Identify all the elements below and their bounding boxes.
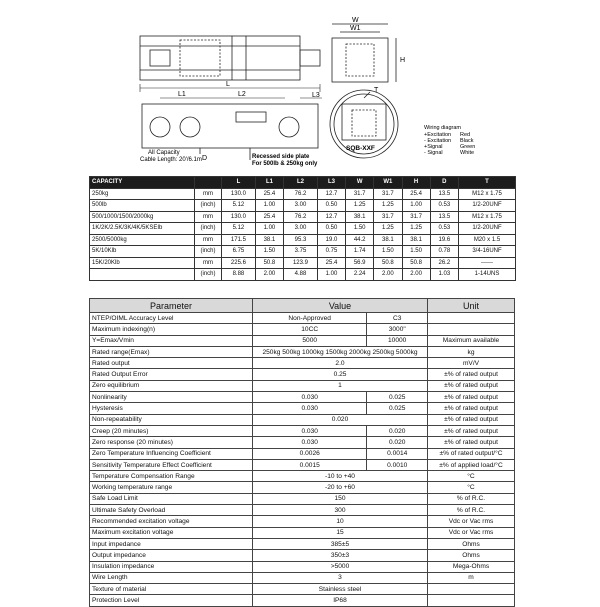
param-p-cell: Protection Level	[90, 595, 253, 606]
param-v2-cell: 0.025	[367, 392, 428, 403]
dim-L-label: L	[226, 81, 230, 88]
param-u-cell: ±% of rated output/°C	[428, 448, 515, 459]
param-v2-cell: 0.020	[367, 437, 428, 448]
dim-value-cell: 2.00	[255, 269, 283, 281]
param-p-cell: Sensitivity Temperature Effect Coefficient	[90, 459, 253, 470]
param-v2-cell: 0.0010	[367, 459, 428, 470]
side-view	[140, 36, 320, 80]
dim-header-L2: L2	[284, 177, 318, 189]
parameter-row	[90, 369, 515, 380]
wiring-signal-1: +Excitation	[424, 132, 452, 138]
dimensions-row	[90, 234, 516, 246]
dim-value-cell: 171.5	[222, 234, 256, 246]
dimensions-row	[90, 223, 516, 235]
param-v2-cell: 0.020	[367, 425, 428, 436]
wiring-signal-2: - Excitation	[424, 138, 452, 144]
parameter-row	[90, 313, 515, 324]
dim-value-cell: 1-14UNS	[459, 269, 516, 281]
param-v-cell: -20 to +60	[253, 482, 428, 493]
dim-value-cell: 1.50	[255, 246, 283, 258]
param-p-cell: Maximum excitation voltage	[90, 527, 253, 538]
param-v-cell: 300	[253, 505, 428, 516]
dim-value-cell: 56.9	[346, 257, 374, 269]
param-v1-cell: 0.030	[253, 437, 367, 448]
dim-value-cell: 3/4-16UNF	[459, 246, 516, 258]
dim-unit-cell: (inch)	[195, 246, 222, 258]
dim-value-cell: 31.7	[374, 211, 402, 223]
param-header-parameter: Parameter	[90, 299, 253, 313]
dim-D-label: D	[202, 155, 208, 162]
param-v-cell: 0.25	[253, 369, 428, 380]
dim-L1-label: L1	[178, 91, 186, 98]
param-u-cell: °C	[428, 482, 515, 493]
param-p-cell: Recommended excitation voltage	[90, 516, 253, 527]
parameter-row	[90, 516, 515, 527]
param-v2-cell: 0.025	[367, 403, 428, 414]
dim-header-H: H	[402, 177, 430, 189]
param-v2-cell: 3000"	[367, 324, 428, 335]
dim-value-cell: 0.75	[317, 246, 345, 258]
dim-value-cell: 76.2	[284, 211, 318, 223]
dim-value-cell: 225.6	[222, 257, 256, 269]
param-v-cell: 385±5	[253, 538, 428, 549]
parameter-row	[90, 459, 515, 470]
param-u-cell: Ohms	[428, 550, 515, 561]
dim-value-cell: 31.7	[346, 188, 374, 200]
param-v-cell: Stainless steel	[253, 584, 428, 595]
dim-header-unit	[195, 177, 222, 189]
dim-value-cell: 0.50	[317, 223, 345, 235]
dim-value-cell: 2.00	[402, 269, 430, 281]
parameter-row	[90, 380, 515, 391]
dim-H-label: H	[400, 57, 406, 64]
dimensions-row	[90, 269, 516, 281]
parameters-table	[89, 298, 515, 607]
dim-value-cell: 38.1	[255, 234, 283, 246]
param-p-cell: Non-repeatability	[90, 414, 253, 425]
dim-value-cell: 1.03	[430, 269, 458, 281]
param-p-cell: Maximum indexing(n)	[90, 324, 253, 335]
dim-value-cell: 1.50	[346, 223, 374, 235]
parameter-row	[90, 595, 515, 606]
parameter-row	[90, 414, 515, 425]
dim-unit-cell: mm	[195, 211, 222, 223]
param-v2-cell: 10000	[367, 335, 428, 346]
dim-value-cell: 25.4	[255, 188, 283, 200]
param-v-cell: 10	[253, 516, 428, 527]
dim-value-cell: 1.25	[374, 223, 402, 235]
dim-value-cell: 1.00	[402, 200, 430, 212]
dim-L2-label: L2	[238, 91, 246, 98]
param-v-cell: 350±3	[253, 550, 428, 561]
parameter-row	[90, 335, 515, 346]
param-p-cell: Texture of material	[90, 584, 253, 595]
param-p-cell: Zero Temperature Influencing Coefficient	[90, 448, 253, 459]
dim-value-cell: 0.50	[317, 200, 345, 212]
param-v-cell: >5000	[253, 561, 428, 572]
param-u-cell: ±% of applied load/°C	[428, 459, 515, 470]
dimensions-table	[89, 176, 516, 281]
param-u-cell: ±% of rated output	[428, 380, 515, 391]
param-u-cell: Vdc or Vac rms	[428, 527, 515, 538]
dim-value-cell: 3.75	[284, 246, 318, 258]
dim-unit-cell: (inch)	[195, 200, 222, 212]
dim-value-cell: 1.50	[374, 246, 402, 258]
dim-capacity-cell: 5K/10Klb	[90, 246, 195, 258]
dim-capacity-cell: 1K/2K/2.5K/3K/4K/5KSEIb	[90, 223, 195, 235]
dim-value-cell: M20 x 1.5	[459, 234, 516, 246]
parameter-row	[90, 346, 515, 357]
dim-value-cell: 1.00	[317, 269, 345, 281]
param-v1-cell: Non-Approved	[253, 313, 367, 324]
param-u-cell: ±% of rated output	[428, 392, 515, 403]
wiring-color-2: Black	[460, 138, 474, 144]
param-p-cell: Working temperature range	[90, 482, 253, 493]
dim-value-cell: 0.78	[430, 246, 458, 258]
dim-value-cell: 5.12	[222, 200, 256, 212]
parameter-row	[90, 538, 515, 549]
param-header-unit: Unit	[428, 299, 515, 313]
dim-value-cell: 5.12	[222, 223, 256, 235]
param-v1-cell: 0.030	[253, 392, 367, 403]
dim-value-cell: 13.5	[430, 188, 458, 200]
load-cell-drawing	[0, 0, 600, 180]
parameter-row	[90, 324, 515, 335]
param-u-cell: kg	[428, 346, 515, 357]
dim-value-cell: 4.88	[284, 269, 318, 281]
parameter-row	[90, 471, 515, 482]
dim-value-cell: 130.0	[222, 188, 256, 200]
param-u-cell: Mega-Ohms	[428, 561, 515, 572]
param-v2-cell: C3	[367, 313, 428, 324]
param-u-cell: ±% of rated output	[428, 369, 515, 380]
dim-value-cell: 3.00	[284, 200, 318, 212]
parameter-row	[90, 493, 515, 504]
wiring-signal-3: +Signal	[424, 144, 443, 150]
param-u-cell: ±% of rated output	[428, 403, 515, 414]
dim-value-cell: 1.00	[255, 200, 283, 212]
dim-value-cell: 50.8	[255, 257, 283, 269]
dim-capacity-cell: 250kg	[90, 188, 195, 200]
dim-value-cell: 1.00	[255, 223, 283, 235]
param-v-cell: 1	[253, 380, 428, 391]
param-v1-cell: 5000	[253, 335, 367, 346]
param-v-cell: -10 to +40	[253, 471, 428, 482]
parameter-row	[90, 550, 515, 561]
parameter-row	[90, 392, 515, 403]
dim-value-cell: 95.3	[284, 234, 318, 246]
dim-value-cell: 123.9	[284, 257, 318, 269]
param-u-cell	[428, 313, 515, 324]
dim-header-capacity: CAPACITY	[90, 177, 195, 189]
dim-value-cell: 0.53	[430, 223, 458, 235]
dim-value-cell: 76.2	[284, 188, 318, 200]
wiring-signal-4: - Signal	[424, 150, 443, 156]
dim-capacity-cell: 500lb	[90, 200, 195, 212]
param-v1-cell: 0.030	[253, 425, 367, 436]
param-p-cell: Ultimate Safety Overload	[90, 505, 253, 516]
dim-capacity-cell: 2500/5000kg	[90, 234, 195, 246]
dim-header-L: L	[222, 177, 256, 189]
dim-value-cell: 50.8	[402, 257, 430, 269]
param-p-cell: Input impedance	[90, 538, 253, 549]
param-p-cell: Wire Length	[90, 572, 253, 583]
parameter-row	[90, 572, 515, 583]
param-u-cell: ±% of rated output	[428, 437, 515, 448]
param-v1-cell: 10CC	[253, 324, 367, 335]
dim-value-cell: 1.50	[402, 246, 430, 258]
param-header-value: Value	[253, 299, 428, 313]
model-label: SQB-XXF	[346, 145, 375, 152]
dimensions-row	[90, 200, 516, 212]
param-p-cell: Safe Load Limit	[90, 493, 253, 504]
dim-value-cell: 1.25	[346, 200, 374, 212]
dim-value-cell: 1.25	[402, 223, 430, 235]
dim-value-cell: 3.00	[284, 223, 318, 235]
parameter-row	[90, 358, 515, 369]
dimensions-row	[90, 257, 516, 269]
dimensions-row	[90, 188, 516, 200]
param-v1-cell: 0.0026	[253, 448, 367, 459]
dim-value-cell: 2.24	[346, 269, 374, 281]
param-u-cell: % of R.C.	[428, 493, 515, 504]
param-v1-cell: 0.0015	[253, 459, 367, 470]
param-v-cell: 0.020	[253, 414, 428, 425]
dim-W-label: W	[352, 17, 359, 24]
parameter-row	[90, 584, 515, 595]
dim-value-cell: 0.53	[430, 200, 458, 212]
param-v1-cell: 0.030	[253, 403, 367, 414]
parameter-row	[90, 448, 515, 459]
dimensions-row	[90, 246, 516, 258]
dim-unit-cell: (inch)	[195, 223, 222, 235]
dim-capacity-cell: 500/1000/1500/2000kg	[90, 211, 195, 223]
dim-value-cell: 38.1	[374, 234, 402, 246]
dim-value-cell: 1.25	[374, 200, 402, 212]
dim-L3-label: L3	[312, 92, 320, 99]
dim-value-cell: 6.75	[222, 246, 256, 258]
dim-value-cell: 12.7	[317, 211, 345, 223]
dimensions-row	[90, 211, 516, 223]
parameter-row	[90, 403, 515, 414]
parameter-row	[90, 561, 515, 572]
dim-header-D: D	[430, 177, 458, 189]
param-u-cell: m	[428, 572, 515, 583]
dim-value-cell: 50.8	[374, 257, 402, 269]
dim-header-L3: L3	[317, 177, 345, 189]
wiring-color-3: Green	[460, 144, 476, 150]
param-p-cell: Creep (20 minutes)	[90, 425, 253, 436]
end-view	[332, 24, 396, 82]
dim-header-L1: L1	[255, 177, 283, 189]
dim-capacity-cell	[90, 269, 195, 281]
dim-header-W1: W1	[374, 177, 402, 189]
parameters-header-row	[90, 299, 515, 313]
param-p-cell: Rated range(Emax)	[90, 346, 253, 357]
param-p-cell: Nonlinearity	[90, 392, 253, 403]
param-u-cell: mV/V	[428, 358, 515, 369]
parameter-row	[90, 482, 515, 493]
parameter-row	[90, 527, 515, 538]
param-p-cell: Rated Output Error	[90, 369, 253, 380]
dim-value-cell: M12 x 1.75	[459, 211, 516, 223]
dim-value-cell: 12.7	[317, 188, 345, 200]
param-v-cell: IP68	[253, 595, 428, 606]
dim-W1-label: W1	[350, 25, 361, 32]
dim-value-cell: 13.5	[430, 211, 458, 223]
dim-header-W: W	[346, 177, 374, 189]
param-v-cell: 15	[253, 527, 428, 538]
dimensions-header-row	[90, 177, 516, 189]
capacity-note-line2: Cable Length: 20'/6.1m	[140, 157, 202, 163]
param-u-cell	[428, 584, 515, 595]
dim-value-cell: 26.2	[430, 257, 458, 269]
param-u-cell: °C	[428, 471, 515, 482]
dim-value-cell: 31.7	[402, 211, 430, 223]
dim-value-cell: 38.1	[346, 211, 374, 223]
param-p-cell: Y=Emax/Vmin	[90, 335, 253, 346]
dim-value-cell: 44.2	[346, 234, 374, 246]
dim-value-cell: 1/2-20UNF	[459, 223, 516, 235]
dim-value-cell: 25.4	[402, 188, 430, 200]
parameter-row	[90, 425, 515, 436]
dim-value-cell: 25.4	[255, 211, 283, 223]
param-p-cell: Zero equilibrium	[90, 380, 253, 391]
param-p-cell: Temperature Compensation Range	[90, 471, 253, 482]
parameter-row	[90, 437, 515, 448]
dim-value-cell: 130.0	[222, 211, 256, 223]
dim-value-cell: ------	[459, 257, 516, 269]
dim-value-cell: M12 x 1.75	[459, 188, 516, 200]
param-u-cell: Vdc or Vac rms	[428, 516, 515, 527]
param-p-cell: Output impedance	[90, 550, 253, 561]
parameter-row	[90, 505, 515, 516]
dim-value-cell: 1.74	[346, 246, 374, 258]
wiring-color-1: Red	[460, 132, 471, 138]
dim-value-cell: 19.0	[317, 234, 345, 246]
dim-unit-cell: mm	[195, 257, 222, 269]
dim-value-cell: 25.4	[317, 257, 345, 269]
param-u-cell	[428, 595, 515, 606]
dim-unit-cell: mm	[195, 188, 222, 200]
param-p-cell: Rated output	[90, 358, 253, 369]
dim-unit-cell: (inch)	[195, 269, 222, 281]
recess-note-line1: Recessed side plate	[252, 154, 310, 160]
dim-value-cell: 31.7	[374, 188, 402, 200]
param-u-cell: Maximum available	[428, 335, 515, 346]
wiring-title: Wiring diagram	[424, 125, 461, 131]
dim-value-cell: 1/2-20UNF	[459, 200, 516, 212]
param-v-cell: 250kg 500kg 1000kg 1500kg 2000kg 2500kg 5000kg	[253, 346, 428, 357]
param-u-cell: ±% of rated output	[428, 414, 515, 425]
param-v-cell: 2.0	[253, 358, 428, 369]
dim-header-T: T	[459, 177, 516, 189]
dim-value-cell: 8.88	[222, 269, 256, 281]
param-u-cell: % of R.C.	[428, 505, 515, 516]
capacity-note-line1: All Capacity	[148, 150, 180, 156]
dim-T-label: T	[374, 87, 379, 94]
dim-capacity-cell: 15K/20Klb	[90, 257, 195, 269]
recess-note-line2: For 500lb & 250kg only	[252, 161, 318, 167]
param-u-cell: ±% of rated output	[428, 425, 515, 436]
param-p-cell: Zero response (20 minutes)	[90, 437, 253, 448]
dim-value-cell: 19.6	[430, 234, 458, 246]
dim-unit-cell: mm	[195, 234, 222, 246]
param-p-cell: NTEP/OIML Accuracy Level	[90, 313, 253, 324]
param-u-cell	[428, 324, 515, 335]
dim-value-cell: 2.00	[374, 269, 402, 281]
dim-value-cell: 38.1	[402, 234, 430, 246]
param-v2-cell: 0.0014	[367, 448, 428, 459]
param-u-cell: Ohms	[428, 538, 515, 549]
param-v-cell: 150	[253, 493, 428, 504]
param-v-cell: 3	[253, 572, 428, 583]
param-p-cell: Insulation impedance	[90, 561, 253, 572]
wiring-color-4: White	[460, 150, 475, 156]
param-p-cell: Hysteresis	[90, 403, 253, 414]
